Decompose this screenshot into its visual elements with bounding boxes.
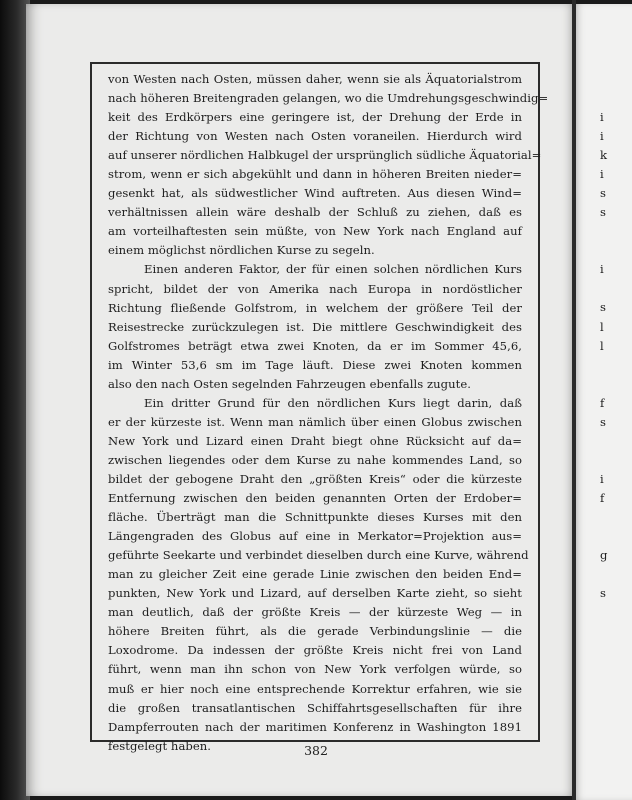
page-number: 382 <box>304 743 328 758</box>
adjacent-page-fragment: s <box>600 300 606 315</box>
adjacent-page-fragment: l <box>600 319 604 334</box>
text-line: verhältnissen allein wäre deshalb der Schluß zu ziehen, daß es <box>108 205 522 220</box>
adjacent-page-fragment: s <box>600 205 606 220</box>
text-line: Golfstromes beträgt etwa zwei Knoten, da er im Sommer 45,6, <box>108 338 522 353</box>
text-line: man deutlich, daß der größte Kreis — der kürzeste Weg — in <box>108 605 522 620</box>
text-line: man zu gleicher Zeit eine gerade Linie zwischen den beiden End= <box>108 567 522 582</box>
text-line: strom, wenn er sich abgekühlt und dann in höheren Breiten nieder= <box>108 167 522 182</box>
adjacent-page-fragment <box>600 222 632 241</box>
text-line: höhere Breiten führt, als die gerade Verbindungslinie — die <box>108 624 522 639</box>
adjacent-page-fragment <box>600 375 632 394</box>
text-line: Einen anderen Faktor, der für einen solchen nördlichen Kurs <box>144 262 522 277</box>
text-line: Reisestrecke zurückzulegen ist. Die mittlere Geschwindigkeit des <box>108 319 522 334</box>
text-line: nach höheren Breitengraden gelangen, wo die Umdrehungsgeschwindig= <box>108 91 549 106</box>
text-line: von Westen nach Osten, müssen daher, wenn sie als Äquatorialstrom <box>108 72 522 86</box>
adjacent-page-fragment: f <box>600 395 605 410</box>
adjacent-page-fragment <box>600 241 632 260</box>
adjacent-page-fragment <box>600 527 632 546</box>
adjacent-page-fragment <box>600 565 632 584</box>
adjacent-page-fragment: k <box>600 148 608 163</box>
text-line: auf unserer nördlichen Halbkugel der ursprünglich südliche Äquatorial= <box>108 148 542 163</box>
text-line: der Richtung von Westen nach Osten voraneilen. Hierdurch wird <box>108 129 522 144</box>
adjacent-page-fragment <box>600 432 632 451</box>
text-line: festgelegt haben. <box>108 738 212 753</box>
text-line: spricht, bildet der von Amerika nach Europa in nordöstlicher <box>108 281 522 296</box>
text-line: führt, wenn man ihn schon von New York verfolgen würde, so <box>108 662 522 677</box>
adjacent-page-fragment: s <box>600 414 606 429</box>
text-line: New York und Lizard einen Draht biegt ohne Rücksicht auf da= <box>108 433 522 448</box>
adjacent-page-fragment <box>600 356 632 375</box>
adjacent-page-fragment: i <box>600 471 604 486</box>
page-body-text <box>108 70 549 756</box>
text-line: im Winter 53,6 sm im Tage läuft. Diese zwei Knoten kommen <box>108 357 522 372</box>
text-line: zwischen liegendes oder dem Kurse zu nahe kommendes Land, so <box>108 452 522 467</box>
text-line: fläche. Überträgt man die Schnittpunkte dieses Kurses mit den <box>108 510 522 525</box>
adjacent-page-fragment: l <box>600 338 604 353</box>
adjacent-page-fragment: i <box>600 129 604 144</box>
text-line: geführte Seekarte und verbindet dieselben durch eine Kurve, während <box>108 548 529 563</box>
adjacent-page-fragment: s <box>600 186 606 201</box>
text-line: Richtung fließende Golfstrom, in welchem der größere Teil der <box>108 300 522 315</box>
adjacent-page-fragment <box>600 508 632 527</box>
adjacent-page-fragment <box>600 451 632 470</box>
adjacent-page-fragment <box>600 279 632 298</box>
adjacent-page-fragment: f <box>600 490 605 505</box>
text-line: Längengraden des Globus auf eine in Merkator=Projektion aus= <box>108 529 522 544</box>
adjacent-page-fragment: i <box>600 262 604 277</box>
text-line: einem möglichst nördlichen Kurse zu segeln. <box>108 243 375 258</box>
adjacent-page-text <box>600 108 632 603</box>
adjacent-page-fragment: i <box>600 167 604 182</box>
text-line: Dampferrouten nach der maritimen Konferenz in Washington 1891 <box>108 719 522 734</box>
text-line: Ein dritter Grund für den nördlichen Kurs liegt darin, daß <box>144 395 522 410</box>
text-line: Entfernung zwischen den beiden genannten Orten der Erdober= <box>108 491 522 506</box>
text-line: keit des Erdkörpers eine geringere ist, der Drehung der Erde in <box>108 110 522 125</box>
text-line: die großen transatlantischen Schiffahrtsgesellschaften für ihre <box>108 700 522 715</box>
adjacent-page-fragment: s <box>600 586 606 601</box>
adjacent-page-edge <box>572 0 576 800</box>
adjacent-page-fragment: i <box>600 110 604 124</box>
text-line: bildet der gebogene Draht den „größten Kreis“ oder die kürzeste <box>108 471 522 486</box>
text-line: er der kürzeste ist. Wenn man nämlich über einen Globus zwischen <box>108 414 522 429</box>
adjacent-page-fragment: g <box>600 548 608 563</box>
text-line: gesenkt hat, als südwestlicher Wind auftreten. Aus diesen Wind= <box>108 186 522 201</box>
text-line: punkten, New York und Lizard, auf derselben Karte zieht, so sieht <box>108 586 522 601</box>
text-line: muß er hier noch eine entsprechende Korrektur erfahren, wie sie <box>108 681 522 696</box>
text-line: also den nach Osten segelnden Fahrzeugen ebenfalls zugute. <box>108 376 472 391</box>
text-line: Loxodrome. Da indessen der größte Kreis nicht frei von Land <box>108 643 522 658</box>
text-line: am vorteilhaftesten sein müßte, von New York nach England auf <box>108 224 522 239</box>
